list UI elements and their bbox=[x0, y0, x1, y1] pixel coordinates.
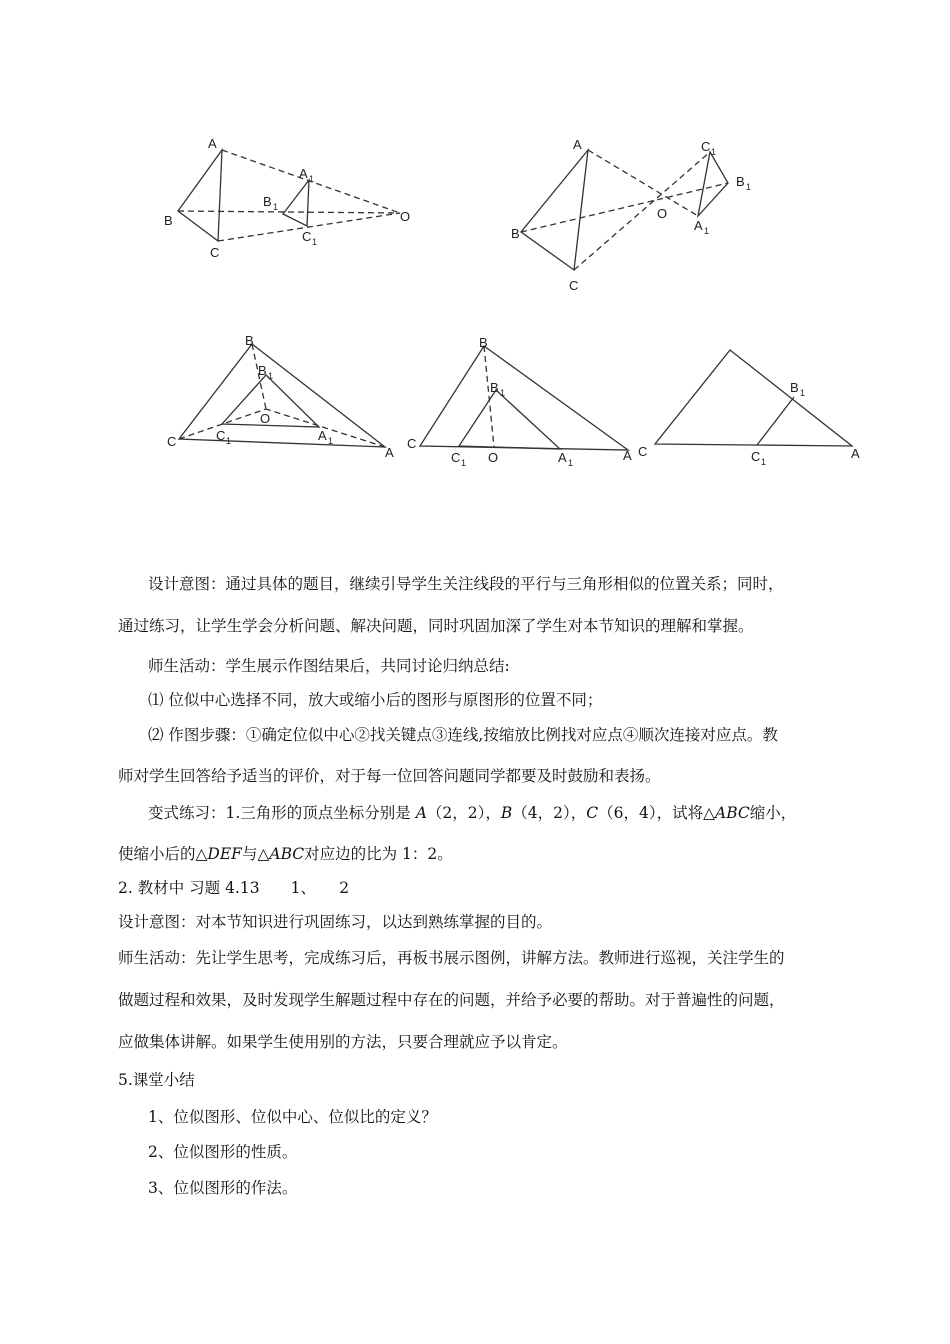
fig5-label-C1-sub: 1 bbox=[761, 457, 767, 467]
fig3-label-A1: A bbox=[318, 428, 327, 443]
paragraph-design-intent-3: 设计意图：对本节知识进行巩固练习，以达到熟练掌握的目的。 bbox=[118, 913, 553, 931]
fig2-label-B1: B bbox=[736, 174, 745, 189]
figure-1 bbox=[178, 150, 400, 241]
paragraph-textbook-exercise: 2. 教材中 习题 4.13 1、 2 bbox=[118, 879, 350, 897]
fig1-label-O: O bbox=[400, 209, 411, 224]
fig4-label-C1-sub: 1 bbox=[461, 458, 467, 468]
fig3-label-A: A bbox=[385, 445, 394, 460]
fig4-label-A: A bbox=[623, 448, 632, 463]
fig1-label-B: B bbox=[164, 213, 173, 228]
paragraph-point-1: ⑴ 位似中心选择不同，放大或缩小后的图形与原图形的位置不同； bbox=[148, 691, 603, 709]
paragraph-variant-exercise: 变式练习：1.三角形的顶点坐标分别是 A（2，2），B（4，2），C（6，4），试将△ABC缩小， bbox=[148, 804, 797, 822]
homothety-figures bbox=[0, 0, 950, 480]
fig2-label-B: B bbox=[511, 226, 520, 241]
fig1-label-A1-sub: 1 bbox=[309, 174, 315, 184]
fig1-label-B1: B bbox=[263, 194, 272, 209]
fig5-label-C: C bbox=[638, 444, 648, 459]
fig3-label-B1-sub: 1 bbox=[268, 371, 274, 381]
fig1-label-A: A bbox=[208, 136, 217, 151]
fig1-label-B1-sub: 1 bbox=[273, 202, 279, 212]
fig5-label-B1: B bbox=[790, 380, 799, 395]
fig2-label-A1: A bbox=[694, 218, 703, 233]
figure-4 bbox=[420, 346, 628, 450]
fig3-label-C1: C bbox=[216, 428, 226, 443]
fig2-label-B1-sub: 1 bbox=[746, 182, 752, 192]
fig1-label-C1-sub: 1 bbox=[312, 237, 318, 247]
fig3-label-B: B bbox=[245, 333, 254, 348]
paragraph-design-intent-1: 设计意图：通过具体的题目，继续引导学生关注线段的平行与三角形相似的位置关系；同时， bbox=[148, 575, 784, 593]
paragraph-design-intent-2: 通过练习，让学生学会分析问题、解决问题，同时巩固加深了学生对本节知识的理解和掌握。 bbox=[118, 617, 754, 635]
figure-5 bbox=[655, 350, 852, 446]
paragraph-activity-2-2: 做题过程和效果，及时发现学生解题过程中存在的问题，并给予必要的帮助。对于普遍性的问题， bbox=[118, 991, 785, 1009]
fig1-label-C1: C bbox=[302, 229, 312, 244]
summary-item-2: 2、位似图形的性质。 bbox=[148, 1143, 298, 1161]
fig5-label-C1: C bbox=[751, 449, 761, 464]
fig2-label-O: O bbox=[657, 206, 668, 221]
fig4-label-C1: C bbox=[451, 450, 461, 465]
paragraph-variant-exercise-cont: 使缩小后的△DEF与△ABC对应边的比为 1：2。 bbox=[118, 845, 453, 863]
section-heading-summary: 5.课堂小结 bbox=[118, 1071, 195, 1089]
fig3-label-A1-sub: 1 bbox=[328, 436, 334, 446]
figure-3 bbox=[179, 344, 385, 447]
paragraph-evaluation: 师对学生回答给予适当的评价，对于每一位回答问题同学都要及时鼓励和表扬。 bbox=[118, 767, 661, 785]
fig4-label-O: O bbox=[488, 450, 499, 465]
fig4-label-B1-sub: 1 bbox=[500, 388, 506, 398]
paragraph-activity-2-3: 应做集体讲解。如果学生使用别的方法，只要合理就应予以肯定。 bbox=[118, 1033, 568, 1051]
fig1-label-A1: A bbox=[299, 166, 308, 181]
fig2-label-A: A bbox=[573, 137, 582, 152]
paragraph-activity-intro: 师生活动：学生展示作图结果后，共同讨论归纳总结: bbox=[148, 657, 510, 675]
paragraph-point-2: ⑵ 作图步骤：①确定位似中心②找关键点③连线,按缩放比例找对应点④顺次连接对应点。教 bbox=[148, 726, 778, 744]
fig4-label-A1-sub: 1 bbox=[568, 458, 574, 468]
fig3-label-O: O bbox=[260, 411, 271, 426]
summary-item-1: 1、位似图形、位似中心、位似比的定义？ bbox=[148, 1108, 437, 1126]
fig3-label-C1-sub: 1 bbox=[226, 436, 232, 446]
fig3-label-B1: B bbox=[258, 363, 267, 378]
fig2-label-A1-sub: 1 bbox=[704, 226, 710, 236]
fig4-label-B: B bbox=[479, 335, 488, 350]
fig2-label-C1: C bbox=[701, 139, 711, 154]
fig5-label-B1-sub: 1 bbox=[800, 388, 806, 398]
summary-item-3: 3、位似图形的作法。 bbox=[148, 1179, 298, 1197]
fig4-label-B1: B bbox=[490, 380, 499, 395]
fig5-label-A: A bbox=[851, 446, 860, 461]
paragraph-activity-2-1: 师生活动：先让学生思考，完成练习后，再板书展示图例，讲解方法。教师进行巡视，关注学生的 bbox=[118, 949, 785, 967]
fig4-label-C: C bbox=[407, 436, 417, 451]
fig1-label-C: C bbox=[210, 245, 220, 260]
fig2-label-C: C bbox=[569, 278, 579, 293]
figures-area bbox=[0, 0, 950, 480]
fig2-label-C1-sub: 1 bbox=[711, 147, 717, 157]
fig4-label-A1: A bbox=[558, 450, 567, 465]
fig3-label-C: C bbox=[167, 434, 177, 449]
figure-2 bbox=[521, 150, 728, 270]
